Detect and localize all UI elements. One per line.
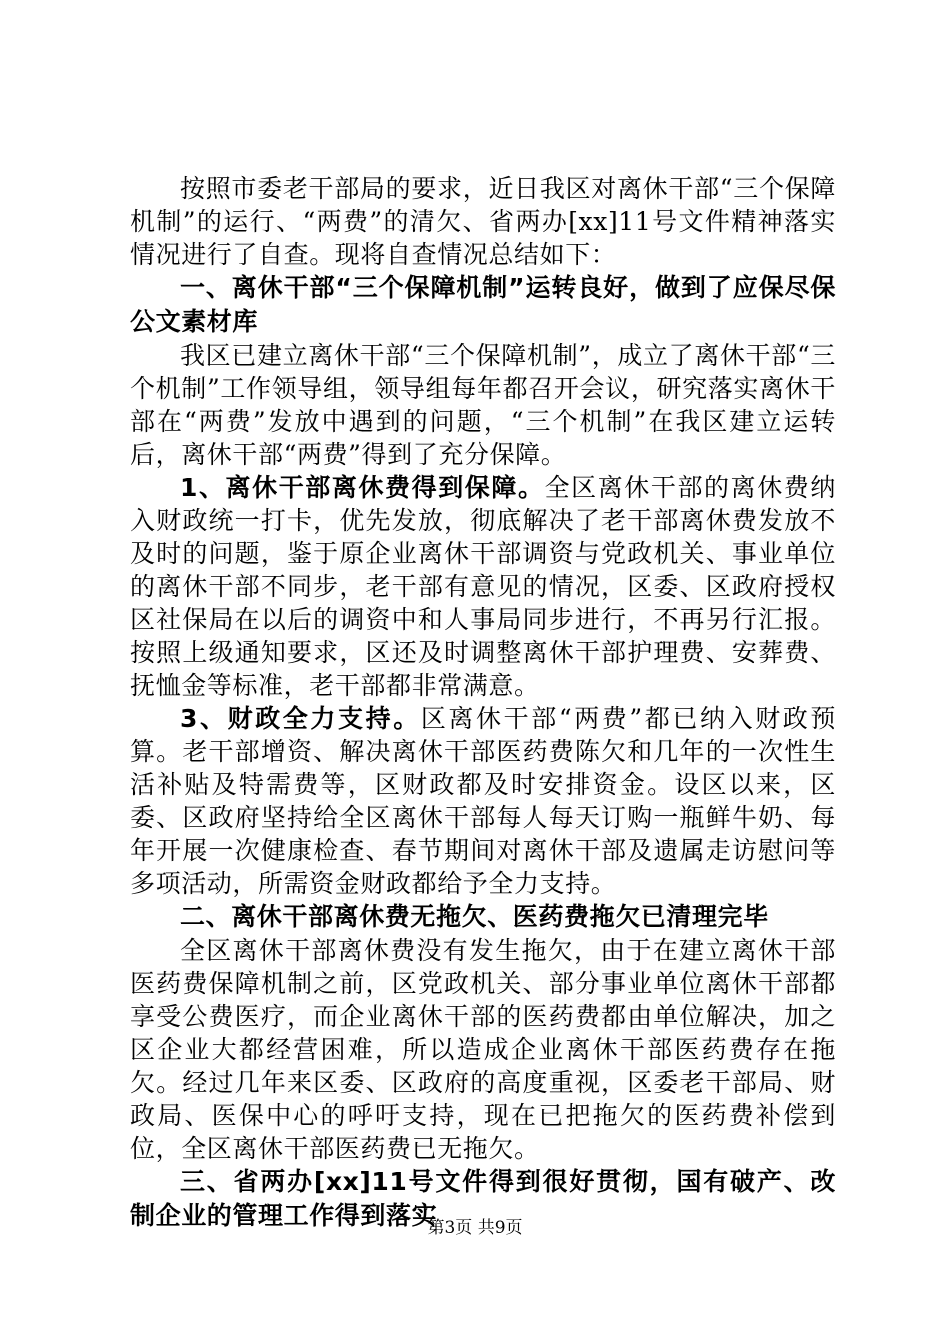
section2-heading: 二、离休干部离休费无拖欠、医药费拖欠已清理完毕 [180, 902, 769, 931]
page-number-footer: 第3页 共9页 [427, 1218, 523, 1238]
section1-item3-lead: 3、财政全力支持。 [180, 704, 421, 733]
section1-item1-body: 全区离休干部的离休费纳入财政统一打卡，优先发放，彻底解决了老干部离休费发放不及时的问题，鉴于原企业离休干部调资与党政机关、事业单位的离休干部不同步，老干部有意见的情况，区委、区政府授权区社保局在以后的调资中和人事局同步进行，不再另行汇报。按照上级通知要求，区还及时调整离休干部护理费、安葬费、抚恤金等标准，老干部都非常满意。 [130, 473, 836, 700]
document-body [130, 172, 836, 1233]
section1-item1-lead: 1、离休干部离休费得到保障。 [180, 473, 545, 502]
section2-paragraph: 全区离休干部离休费没有发生拖欠，由于在建立离休干部医药费保障机制之前，区党政机关、部分事业单位离休干部都享受公费医疗，而企业离休干部的医药费都由单位解决，加之区企业大都经营困难，所以造成企业离休干部医药费存在拖欠。经过几年来区委、区政府的高度重视，区委老干部局、财政局、医保中心的呼吁支持，现在已把拖欠的医药费补偿到位，全区离休干部医药费已无拖欠。 [130, 936, 836, 1163]
section3-heading: 三、省两办[xx]11号文件得到很好贯彻，国有破产、改制企业的管理工作得到落实 [130, 1167, 836, 1230]
section1-item1-paragraph [130, 471, 836, 702]
section1-item3-body: 区离休干部“两费”都已纳入财政预算。老干部增资、解决离休干部医药费陈欠和几年的一次性生活补贴及特需费等，区财政都及时安排资金。设区以来，区委、区政府坚持给全区离休干部每人每天订购一瓶鲜牛奶、每年开展一次健康检查、春节期间对离休干部及遗属走访慰问等多项活动，所需资金财政都给予全力支持。 [130, 704, 836, 898]
section1-paragraph: 我区已建立离休干部“三个保障机制”，成立了离休干部“三个机制”工作领导组，领导组每年都召开会议，研究落实离休干部在“两费”发放中遇到的问题，“三个机制”在我区建立运转后，离休干部“两费”得到了充分保障。 [130, 341, 836, 469]
section1-heading: 一、离休干部“三个保障机制”运转良好，做到了应保尽保公文素材库 [130, 273, 836, 336]
section1-item3-paragraph [130, 702, 836, 900]
intro-paragraph: 按照市委老干部局的要求，近日我区对离休干部“三个保障机制”的运行、“两费”的清欠、省两办[xx]11号文件精神落实情况进行了自查。现将自查情况总结如下： [130, 174, 836, 269]
